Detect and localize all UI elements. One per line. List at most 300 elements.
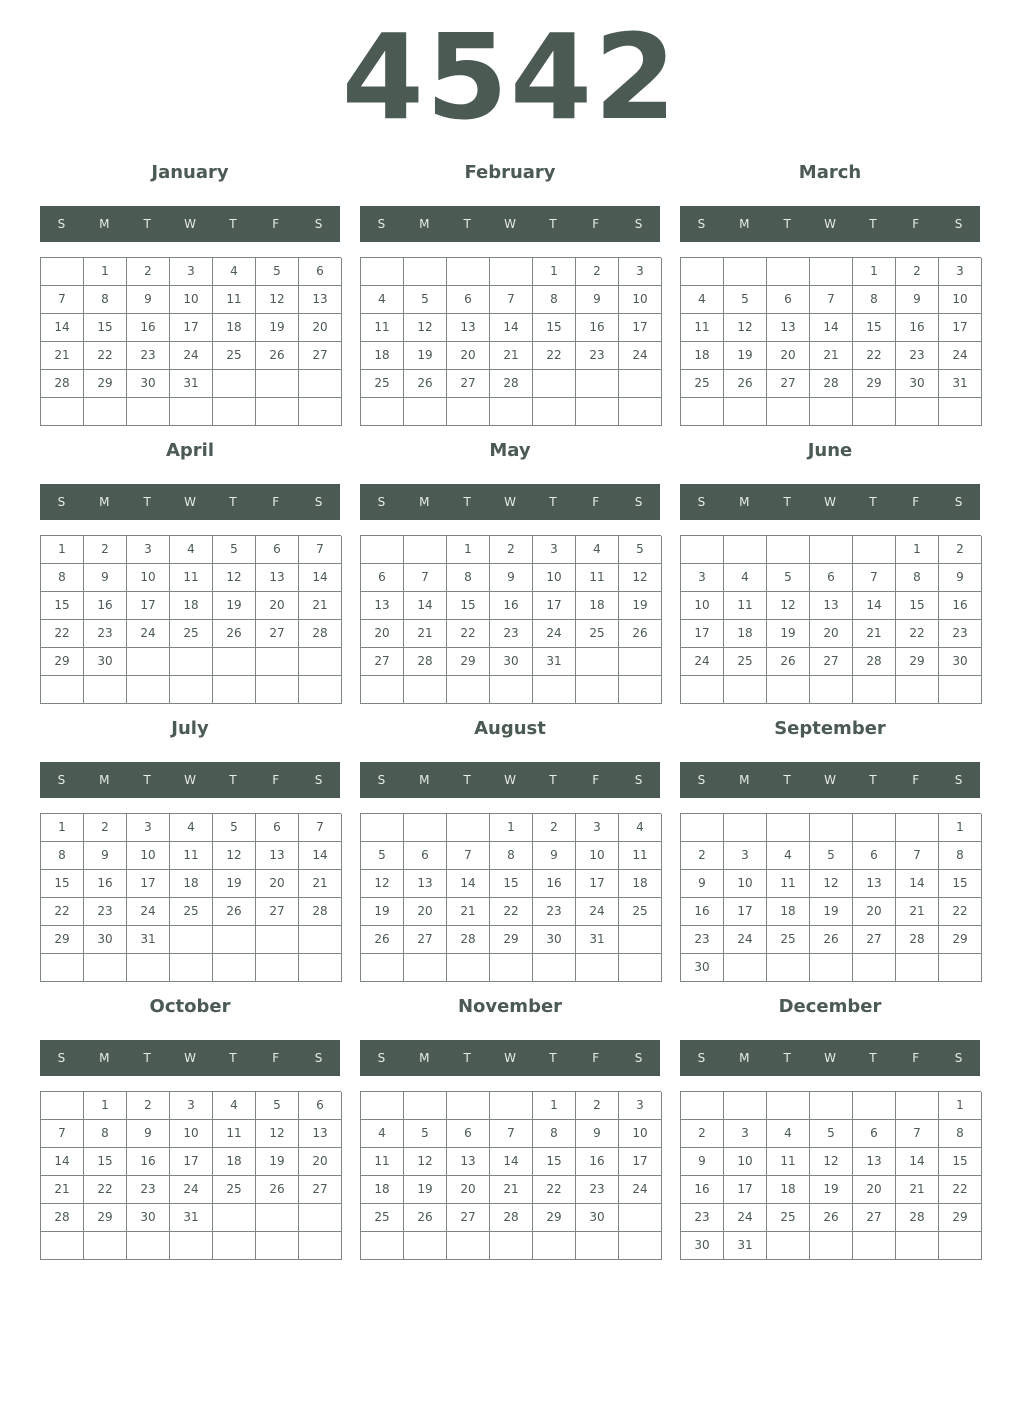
day-cell: 9 [84,842,127,870]
day-cell: 7 [896,842,939,870]
empty-day-cell [619,1204,662,1232]
empty-day-cell [939,676,982,704]
day-cell: 27 [256,620,299,648]
weekday-label: T [229,1051,237,1065]
weekday-label: S [377,495,386,509]
day-cell: 8 [939,842,982,870]
day-cell: 24 [939,342,982,370]
empty-day-cell [41,1092,84,1120]
day-grid [40,813,341,982]
day-cell: 3 [576,814,619,842]
empty-day-cell [896,1232,939,1260]
day-cell: 31 [576,926,619,954]
empty-day-cell [404,1232,447,1260]
day-cell: 16 [127,314,170,342]
day-cell: 7 [447,842,490,870]
empty-day-cell [767,258,810,286]
empty-day-cell [447,1092,490,1120]
empty-day-cell [41,954,84,982]
day-cell: 3 [724,1120,767,1148]
day-cell: 31 [939,370,982,398]
empty-day-cell [810,258,853,286]
weekday-label: M [419,1051,430,1065]
day-cell: 1 [939,1092,982,1120]
day-cell: 1 [84,1092,127,1120]
empty-day-cell [853,676,896,704]
weekday-label: T [143,1051,151,1065]
day-cell: 13 [447,314,490,342]
day-cell: 17 [724,898,767,926]
month-title: February [464,162,556,183]
day-cell: 7 [404,564,447,592]
day-cell: 29 [896,648,939,676]
empty-day-cell [256,954,299,982]
day-cell: 9 [939,564,982,592]
weekday-label: T [783,1051,791,1065]
day-cell: 6 [853,842,896,870]
day-cell: 31 [170,370,213,398]
empty-day-cell [213,926,256,954]
day-cell: 17 [939,314,982,342]
day-cell: 6 [299,1092,342,1120]
day-cell: 18 [767,898,810,926]
day-cell: 20 [256,592,299,620]
empty-day-cell [490,954,533,982]
day-cell: 29 [939,1204,982,1232]
empty-day-cell [41,398,84,426]
day-cell: 26 [256,1176,299,1204]
weekday-label: W [504,495,516,509]
day-cell: 23 [681,1204,724,1232]
day-cell: 28 [810,370,853,398]
weekday-label: M [99,495,110,509]
day-cell: 27 [447,1204,490,1232]
weekday-label: S [377,773,386,787]
weekday-label: T [549,1051,557,1065]
day-cell: 23 [896,342,939,370]
empty-day-cell [533,370,576,398]
empty-day-cell [256,398,299,426]
day-cell: 1 [41,814,84,842]
empty-day-cell [127,954,170,982]
day-cell: 18 [213,1148,256,1176]
day-cell: 14 [299,564,342,592]
day-cell: 6 [256,814,299,842]
month-title: November [457,996,563,1017]
empty-day-cell [404,954,447,982]
day-cell: 21 [447,898,490,926]
day-cell: 9 [576,1120,619,1148]
weekday-label: S [697,495,706,509]
weekday-label: F [912,773,920,787]
weekday-header [360,206,660,242]
day-cell: 22 [533,1176,576,1204]
day-cell: 17 [619,1148,662,1176]
weekday-label: W [184,495,196,509]
day-cell: 10 [127,564,170,592]
empty-day-cell [576,648,619,676]
empty-day-cell [767,536,810,564]
day-cell: 2 [939,536,982,564]
day-cell: 4 [767,842,810,870]
day-cell: 17 [576,870,619,898]
weekday-header [40,206,340,242]
day-cell: 27 [447,370,490,398]
day-cell: 7 [299,536,342,564]
day-cell: 13 [256,564,299,592]
day-cell: 12 [256,286,299,314]
month-title: July [171,718,209,739]
day-cell: 25 [767,926,810,954]
day-cell: 20 [404,898,447,926]
day-cell: 11 [361,314,404,342]
day-cell: 28 [447,926,490,954]
day-cell: 12 [767,592,810,620]
day-cell: 23 [939,620,982,648]
day-cell: 4 [767,1120,810,1148]
day-cell: 14 [41,1148,84,1176]
day-cell: 3 [681,564,724,592]
weekday-label: S [954,773,963,787]
day-cell: 5 [213,814,256,842]
day-cell: 3 [170,1092,213,1120]
weekday-label: F [912,217,920,231]
day-cell: 25 [681,370,724,398]
day-cell: 7 [299,814,342,842]
empty-day-cell [533,1232,576,1260]
empty-day-cell [576,1232,619,1260]
day-cell: 13 [810,592,853,620]
day-cell: 15 [41,870,84,898]
day-cell: 10 [619,286,662,314]
day-cell: 28 [299,620,342,648]
day-cell: 7 [853,564,896,592]
day-cell: 10 [170,286,213,314]
weekday-header [360,484,660,520]
empty-day-cell [810,676,853,704]
day-cell: 19 [213,870,256,898]
month-title: January [151,162,229,183]
empty-day-cell [170,648,213,676]
day-cell: 18 [213,314,256,342]
day-cell: 25 [619,898,662,926]
day-grid [680,1091,981,1260]
empty-day-cell [681,258,724,286]
day-cell: 27 [853,1204,896,1232]
empty-day-cell [361,1092,404,1120]
year-title: 4542 [341,8,679,146]
weekday-label: F [592,495,600,509]
empty-day-cell [810,1092,853,1120]
day-cell: 17 [681,620,724,648]
day-cell: 3 [619,258,662,286]
day-cell: 24 [127,620,170,648]
day-cell: 13 [361,592,404,620]
empty-day-cell [810,1232,853,1260]
weekday-header [40,762,340,798]
day-cell: 18 [170,592,213,620]
day-cell: 22 [41,898,84,926]
day-cell: 16 [84,592,127,620]
day-cell: 31 [127,926,170,954]
day-cell: 26 [256,342,299,370]
weekday-label: T [869,773,877,787]
day-cell: 1 [533,1092,576,1120]
day-cell: 8 [84,1120,127,1148]
day-cell: 8 [939,1120,982,1148]
empty-day-cell [724,536,767,564]
day-cell: 1 [533,258,576,286]
day-cell: 6 [447,1120,490,1148]
day-cell: 15 [490,870,533,898]
day-cell: 22 [41,620,84,648]
weekday-label: F [592,773,600,787]
weekday-label: W [184,773,196,787]
empty-day-cell [810,398,853,426]
day-cell: 26 [724,370,767,398]
empty-day-cell [490,676,533,704]
weekday-label: T [869,495,877,509]
day-cell: 13 [767,314,810,342]
weekday-label: M [99,1051,110,1065]
day-cell: 23 [490,620,533,648]
day-cell: 18 [170,870,213,898]
day-cell: 11 [170,842,213,870]
day-cell: 21 [490,1176,533,1204]
day-grid [360,257,661,426]
day-cell: 28 [490,370,533,398]
day-cell: 28 [490,1204,533,1232]
day-cell: 18 [361,1176,404,1204]
day-cell: 17 [619,314,662,342]
day-cell: 12 [404,314,447,342]
day-cell: 8 [447,564,490,592]
day-cell: 2 [576,1092,619,1120]
day-cell: 20 [299,1148,342,1176]
empty-day-cell [299,1204,342,1232]
day-cell: 27 [256,898,299,926]
day-cell: 16 [84,870,127,898]
day-cell: 18 [576,592,619,620]
day-cell: 3 [533,536,576,564]
day-cell: 29 [41,648,84,676]
weekday-label: M [739,1051,750,1065]
day-cell: 9 [576,286,619,314]
day-cell: 7 [810,286,853,314]
weekday-header [680,762,980,798]
empty-day-cell [853,814,896,842]
day-cell: 2 [533,814,576,842]
weekday-label: S [697,1051,706,1065]
day-grid [680,257,981,426]
day-grid [680,535,981,704]
day-grid [360,813,661,982]
day-cell: 10 [170,1120,213,1148]
day-cell: 16 [490,592,533,620]
day-cell: 26 [361,926,404,954]
day-cell: 14 [41,314,84,342]
day-cell: 18 [619,870,662,898]
weekday-label: T [783,217,791,231]
day-cell: 19 [810,898,853,926]
day-cell: 30 [84,926,127,954]
day-cell: 10 [681,592,724,620]
day-cell: 20 [447,1176,490,1204]
empty-day-cell [213,648,256,676]
day-cell: 14 [896,1148,939,1176]
day-cell: 8 [853,286,896,314]
weekday-label: T [869,1051,877,1065]
empty-day-cell [404,676,447,704]
day-cell: 12 [810,1148,853,1176]
weekday-header [680,1040,980,1076]
day-cell: 19 [810,1176,853,1204]
day-cell: 5 [361,842,404,870]
weekday-label: S [57,1051,66,1065]
weekday-label: T [229,217,237,231]
day-cell: 13 [299,286,342,314]
day-cell: 14 [299,842,342,870]
day-cell: 12 [213,842,256,870]
empty-day-cell [170,954,213,982]
empty-day-cell [724,954,767,982]
weekday-label: T [549,217,557,231]
day-cell: 15 [533,314,576,342]
weekday-label: T [143,773,151,787]
day-cell: 11 [361,1148,404,1176]
day-cell: 10 [724,870,767,898]
empty-day-cell [447,954,490,982]
month-title: August [474,718,546,739]
weekday-label: M [419,773,430,787]
day-cell: 29 [490,926,533,954]
empty-day-cell [447,676,490,704]
weekday-label: S [697,773,706,787]
empty-day-cell [724,398,767,426]
empty-day-cell [576,676,619,704]
day-cell: 2 [896,258,939,286]
day-cell: 24 [681,648,724,676]
day-cell: 7 [896,1120,939,1148]
empty-day-cell [576,398,619,426]
day-cell: 13 [853,1148,896,1176]
day-cell: 24 [724,1204,767,1232]
weekday-label: T [229,495,237,509]
weekday-label: M [739,495,750,509]
empty-day-cell [533,676,576,704]
day-cell: 11 [619,842,662,870]
day-cell: 31 [724,1232,767,1260]
empty-day-cell [84,1232,127,1260]
day-cell: 11 [681,314,724,342]
day-cell: 8 [896,564,939,592]
empty-day-cell [939,398,982,426]
day-cell: 12 [256,1120,299,1148]
day-cell: 24 [170,342,213,370]
day-cell: 23 [576,342,619,370]
weekday-label: M [739,773,750,787]
empty-day-cell [447,1232,490,1260]
weekday-label: W [504,773,516,787]
day-cell: 17 [533,592,576,620]
day-cell: 30 [896,370,939,398]
day-cell: 16 [939,592,982,620]
day-cell: 24 [576,898,619,926]
empty-day-cell [939,954,982,982]
day-cell: 27 [361,648,404,676]
day-cell: 14 [896,870,939,898]
day-cell: 12 [810,870,853,898]
day-cell: 15 [939,1148,982,1176]
day-cell: 20 [256,870,299,898]
day-cell: 2 [681,842,724,870]
day-cell: 4 [170,814,213,842]
weekday-header [40,1040,340,1076]
empty-day-cell [619,1232,662,1260]
month-title: May [489,440,531,461]
day-cell: 19 [619,592,662,620]
day-cell: 29 [447,648,490,676]
weekday-label: S [377,217,386,231]
day-grid [360,535,661,704]
day-cell: 25 [576,620,619,648]
empty-day-cell [170,1232,213,1260]
day-cell: 23 [681,926,724,954]
day-cell: 3 [127,536,170,564]
day-cell: 11 [767,1148,810,1176]
empty-day-cell [810,536,853,564]
empty-day-cell [853,1092,896,1120]
day-cell: 9 [533,842,576,870]
weekday-label: T [869,217,877,231]
weekday-label: S [634,217,643,231]
weekday-label: W [824,217,836,231]
empty-day-cell [896,954,939,982]
day-cell: 25 [361,1204,404,1232]
day-cell: 27 [853,926,896,954]
empty-day-cell [256,676,299,704]
empty-day-cell [619,398,662,426]
day-cell: 29 [533,1204,576,1232]
empty-day-cell [213,370,256,398]
day-cell: 28 [41,1204,84,1232]
weekday-label: S [377,1051,386,1065]
day-cell: 11 [170,564,213,592]
day-cell: 6 [299,258,342,286]
day-cell: 28 [41,370,84,398]
empty-day-cell [896,1092,939,1120]
day-grid [40,535,341,704]
day-cell: 4 [213,1092,256,1120]
empty-day-cell [361,676,404,704]
empty-day-cell [853,536,896,564]
weekday-label: F [272,773,280,787]
empty-day-cell [127,648,170,676]
day-cell: 1 [853,258,896,286]
weekday-label: T [143,217,151,231]
day-cell: 28 [853,648,896,676]
day-cell: 29 [84,370,127,398]
day-cell: 6 [810,564,853,592]
empty-day-cell [84,954,127,982]
day-cell: 6 [404,842,447,870]
day-grid [680,813,981,982]
empty-day-cell [767,1092,810,1120]
day-cell: 9 [490,564,533,592]
weekday-label: F [272,495,280,509]
empty-day-cell [767,398,810,426]
day-cell: 26 [404,1204,447,1232]
